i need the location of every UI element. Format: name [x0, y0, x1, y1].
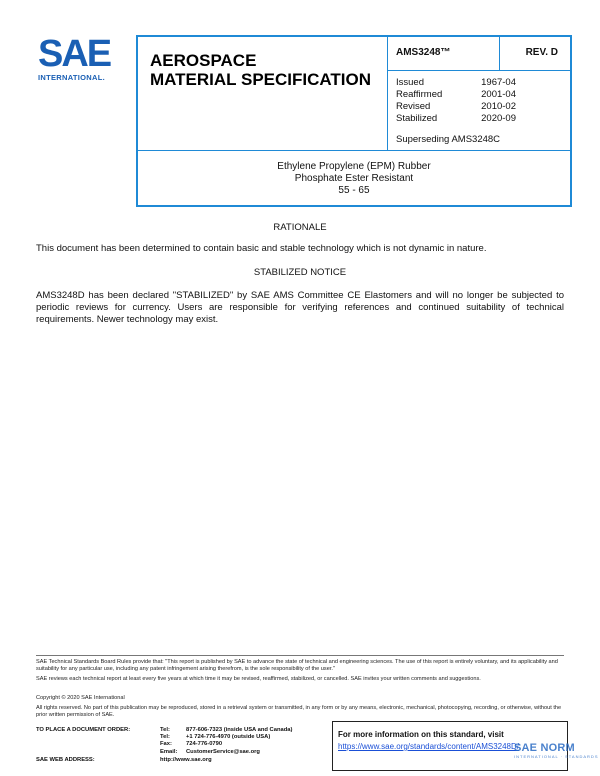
contact-value: 724-776-0790	[186, 741, 223, 748]
contact-key: Email:	[160, 748, 178, 755]
date-row	[396, 101, 516, 113]
date-value: 2010-02	[481, 101, 516, 112]
web-label: SAE WEB ADDRESS:	[36, 757, 95, 763]
watermark-sub: INTERNATIONAL · STANDARDS	[514, 754, 599, 759]
superseding-note: Superseding AMS3248C	[396, 134, 501, 145]
subject-line: Phosphate Ester Resistant	[294, 173, 414, 184]
date-label: Issued	[396, 77, 424, 88]
header-divider	[138, 150, 570, 151]
info-title: For more information on this standard, visit	[338, 730, 504, 739]
doc-title-line1: AEROSPACE	[150, 51, 257, 70]
contact-list	[160, 727, 292, 756]
footer-divider	[36, 655, 564, 656]
order-label: TO PLACE A DOCUMENT ORDER:	[36, 727, 131, 733]
stabilized-heading: STABILIZED NOTICE	[253, 267, 347, 278]
date-list	[396, 77, 516, 125]
contact-key: Tel:	[160, 727, 170, 733]
footer-rules: SAE Technical Standards Board Rules provide that: "This report is published by SAE to advance the state of technical and engineering sciences. The use of this report is entirely voluntary, and its applicability and suitability for any particular use, including any patent infringement arising therefrom, is the sole responsibility of the user."	[36, 659, 558, 672]
contact-key: Tel:	[160, 734, 170, 741]
contact-key: Fax:	[160, 741, 172, 748]
date-label: Reaffirmed	[396, 89, 443, 100]
contact-row	[160, 727, 292, 734]
logo-subtitle: INTERNATIONAL.	[38, 73, 105, 82]
doc-title	[150, 51, 371, 89]
date-value: 2001-04	[481, 89, 516, 100]
footer-review: SAE reviews each technical report at least every five years at which time it may be revised, reaffirmed, stabilized, or cancelled. SAE invites your written comments and suggestions.	[36, 676, 481, 682]
rationale-heading: RATIONALE	[273, 222, 327, 233]
contact-email[interactable]: CustomerService@sae.org	[186, 748, 260, 755]
date-row	[396, 89, 516, 101]
subject-line: 55 - 65	[338, 185, 370, 196]
contact-row	[160, 741, 292, 748]
contact-value: 877-606-7323 (inside USA and Canada)	[186, 727, 293, 733]
doc-number: AMS3248™	[396, 47, 451, 58]
date-row	[396, 113, 516, 125]
subject-block	[138, 161, 570, 197]
date-value: 2020-09	[481, 113, 516, 124]
date-label: Revised	[396, 101, 431, 112]
watermark-text: SAE NORM	[514, 742, 575, 754]
contact-value: +1 724-776-4970 (outside USA)	[186, 734, 271, 741]
web-link[interactable]: http://www.sae.org	[160, 757, 212, 763]
header-box	[136, 35, 572, 207]
footer-rights: All rights reserved. No part of this publication may be reproduced, stored in a retrieval system or transmitted, in any form or by any means, electronic, mechanical, photocopying, recording, or otherwise, without the prior written permission of SAE.	[36, 705, 562, 718]
rationale-text: This document has been determined to contain basic and stable technology which is not dynamic in nature.	[36, 243, 487, 254]
doc-title-line2: MATERIAL SPECIFICATION	[150, 70, 371, 89]
revision-cell	[500, 37, 572, 71]
doc-number-cell	[388, 37, 500, 71]
dates-cell	[388, 71, 572, 150]
subject-line: Ethylene Propylene (EPM) Rubber	[277, 161, 431, 172]
title-cell	[138, 37, 388, 150]
logo-mark: SAE	[38, 33, 111, 75]
info-link[interactable]: https://www.sae.org/standards/content/AMS3248D/	[338, 742, 519, 751]
date-label: Stabilized	[396, 113, 438, 124]
date-row	[396, 77, 516, 89]
web-address	[36, 757, 212, 763]
contact-row	[160, 734, 292, 741]
sae-norm-watermark	[514, 742, 599, 759]
footer-copyright: Copyright © 2020 SAE International	[36, 695, 125, 701]
revision: REV. D	[525, 47, 558, 58]
date-value: 1967-04	[481, 77, 516, 88]
stabilized-text: AMS3248D has been declared "STABILIZED" by SAE AMS Committee CE Elastomers and will no longer be subjected to periodic reviews for currency. Users are responsible for verifying references and continued suitability of technical requirements. Newer technology may exist.	[36, 290, 564, 325]
sae-logo	[38, 33, 122, 84]
contact-row	[160, 749, 292, 756]
